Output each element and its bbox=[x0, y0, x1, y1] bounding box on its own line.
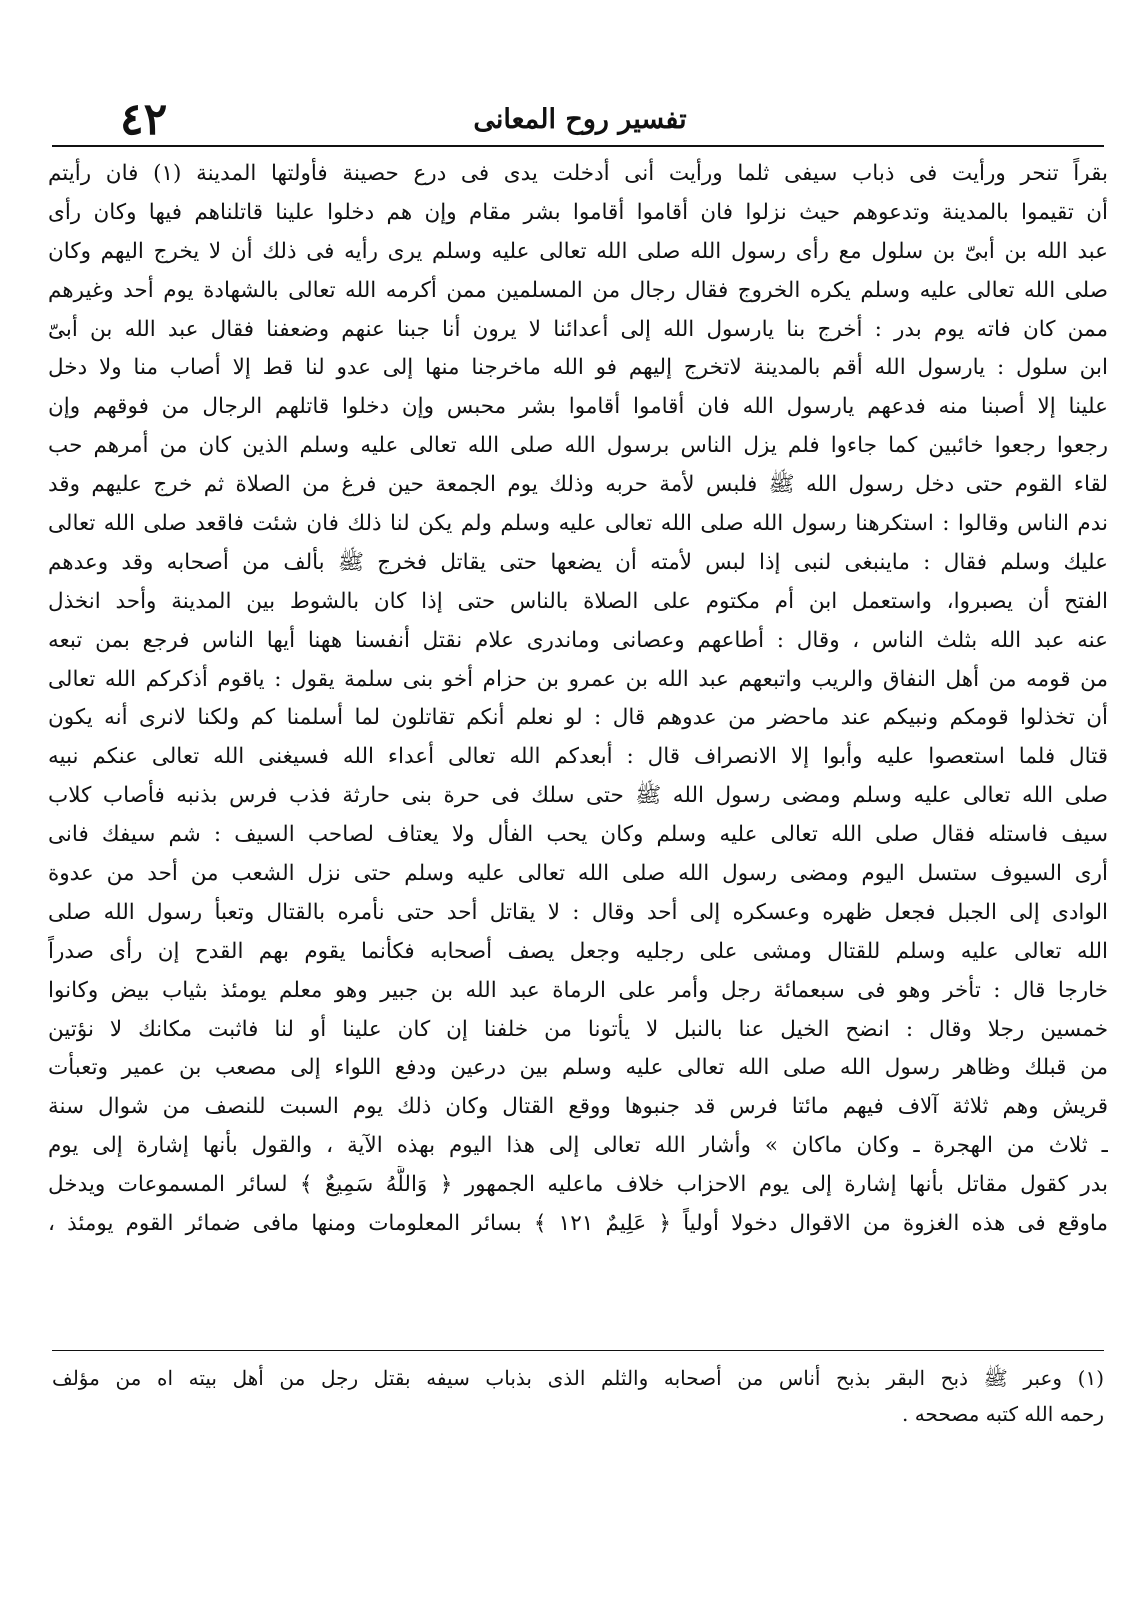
text-line: من قومه من أهل النفاق والريب واتبعهم عبد الله بن عمرو بن حزام أخو بنى سلمة يقول : ياقوم أذكركم الله تعالى bbox=[48, 666, 1108, 692]
footnote bbox=[52, 1360, 1104, 1432]
text-line: من قبلك وظاهر رسول الله صلى الله تعالى عليه وسلم بين درعين ودفع اللواء إلى مصعب بن عمير وتعبأت bbox=[48, 1055, 1108, 1081]
text-line: الفتح أن يصبروا، واستعمل ابن أم مكتوم على الصلاة بالناس حتى إذا كان بالشوط بين المدينة وأحد انخذل bbox=[48, 588, 1108, 614]
text-line: خمسين رجلا وقال : انضح الخيل عنا بالنبل لا يأتونا من خلفنا إن كان علينا أو لنا فاثبت مكانك لا نؤتين bbox=[48, 1016, 1108, 1042]
text-line: أن تقيموا بالمدينة وتدعوهم حيث نزلوا فان أقاموا أقاموا بشر مقام وإن هم دخلوا علينا قاتلناهم فيها وكان رأى bbox=[48, 199, 1108, 225]
text-line: الوادى إلى الجبل فجعل ظهره وعسكره إلى أحد وقال : لا يقاتل أحد حتى نأمره بالقتال وتعبأ رسول الله صلى bbox=[48, 899, 1108, 925]
text-line: قتال فلما استعصوا عليه وأبوا إلا الانصراف قال : أبعدكم الله تعالى أعداء الله فسيغنى الله تعالى عنكم نبيه bbox=[48, 744, 1108, 770]
text-line: أن تخذلوا قومكم ونبيكم عند ماحضر من عدوهم قال : لو نعلم أنكم تقاتلون لما أسلمنا كم ولكنا لانرى أنه يكون bbox=[48, 705, 1108, 731]
body-text bbox=[48, 155, 1108, 1244]
running-title: تفسير روح المعانى bbox=[473, 104, 687, 135]
text-line: الله تعالى عليه وسلم للقتال ومشى على رجليه وجعل يصف أصحابه فكأنما يقوم بهم القدح إن رأى صدراً bbox=[48, 938, 1108, 964]
text-line: قريش وهم ثلاثة آلاف فيهم مائتا فرس قد جنبوها ووقع القتال وكان ذلك يوم السبت للنصف من شوال سنة bbox=[48, 1094, 1108, 1120]
text-line: ماوقع فى هذه الغزوة من الاقوال دخولا أولياً ﴿ عَلِيمٌ ١٢١ ﴾ بسائر المعلومات ومنها مافى ضمائر القوم يومئذ ، bbox=[48, 1211, 1108, 1237]
text-line: عليك وسلم فقال : ماينبغى لنبى إذا لبس لأمته أن يضعها حتى يقاتل فخرج ﷺ بألف من أصحابه وقد وعدهم bbox=[48, 549, 1108, 575]
text-line: صلى الله تعالى عليه وسلم ومضى رسول الله ﷺ حتى سلك فى حرة بنى حارثة فذب فرس بذنبه فأصاب كلاب bbox=[48, 783, 1108, 809]
text-line: ابن سلول : يارسول الله أقم بالمدينة لاتخرج إليهم فو الله ماخرجنا منها إلى عدو لنا قط إلا أصاب منا ولا دخل bbox=[48, 355, 1108, 381]
text-line: أرى السيوف ستسل اليوم ومضى رسول الله صلى الله تعالى عليه وسلم حتى نزل الشعب من أحد من عدوة bbox=[48, 861, 1108, 887]
header-rule bbox=[52, 145, 1104, 147]
text-line: لقاء القوم حتى دخل رسول الله ﷺ فلبس لأمة حربه وذلك يوم الجمعة حين فرغ من الصلاة ثم خرج عليهم وقد bbox=[48, 472, 1108, 498]
text-line: بقراً تنحر ورأيت فى ذباب سيفى ثلما ورأيت أنى أدخلت يدى فى درع حصينة فأولتها المدينة (١) فان رأيتم bbox=[48, 161, 1108, 186]
footnote-line: رحمه الله كتبه مصححه . bbox=[901, 1402, 1104, 1426]
footnote-line: (١) وعبر ﷺ ذبح البقر بذبح أناس من أصحابه والثلم الذى بذباب سيفه بقتل رجل من أهل بيته اه من مؤلف bbox=[52, 1366, 1104, 1390]
text-line: عنه عبد الله بثلث الناس ، وقال : أطاعهم وعصانى وماندرى علام نقتل أنفسنا ههنا أيها الناس فرجع بمن تبعه bbox=[48, 627, 1108, 653]
text-line: عبد الله بن أبىّ بن سلول مع رأى رسول الله صلى الله تعالى عليه وسلم يرى رأيه فى ذلك أن لا يخرج اليهم وكان bbox=[48, 238, 1108, 264]
text-line: صلى الله تعالى عليه وسلم يكره الخروج فقال رجال من المسلمين ممن أكرمه الله تعالى بالشهادة يوم أحد وغيرهم bbox=[48, 277, 1108, 303]
page-number: ٤٢ bbox=[120, 94, 168, 145]
text-line: بدر كقول مقاتل بأنها إشارة إلى يوم الاحزاب خلاف ماعليه الجمهور ﴿ وَاللَّهُ سَمِيعٌ ﴾ لسائر المسموعات ويدخل bbox=[48, 1172, 1108, 1198]
text-line: ممن كان فاته يوم بدر : أخرج بنا يارسول الله إلى أعدائنا لا يرون أنا جبنا عنهم وضعفنا فقال عبد الله بن أبىّ bbox=[48, 316, 1108, 342]
text-line: رجعوا رجعوا خائبين كما جاءوا فلم يزل الناس برسول الله صلى الله تعالى عليه وسلم الذين كان من أمرهم حب bbox=[48, 433, 1108, 459]
text-line: علينا إلا أصبنا منه فدعهم يارسول الله فان أقاموا أقاموا بشر محبس وإن دخلوا قاتلهم الرجال من فوقهم وإن bbox=[48, 394, 1108, 420]
text-line: خارجا قال : تأخر وهو فى سبعمائة رجل وأمر على الرماة عبد الله بن جبير وهو معلم يومئذ بثياب بيض وكانوا bbox=[48, 977, 1108, 1003]
text-line: سيف فاستله فقال صلى الله تعالى عليه وسلم وكان يحب الفأل ولا يعتاف لصاحب السيف : شم سيفك فانى bbox=[48, 822, 1108, 848]
text-line: ـ ثلاث من الهجرة ـ وكان ماكان » وأشار الله تعالى إلى هذا اليوم بهذه الآية ، والقول بأنها إشارة إلى يوم bbox=[48, 1133, 1108, 1159]
footnote-rule bbox=[52, 1350, 1104, 1351]
text-line: ندم الناس وقالوا : استكرهنا رسول الله صلى الله تعالى عليه وسلم ولم يكن لنا ذلك فان شئت فاقعد صلى الله تعالى bbox=[48, 511, 1108, 537]
